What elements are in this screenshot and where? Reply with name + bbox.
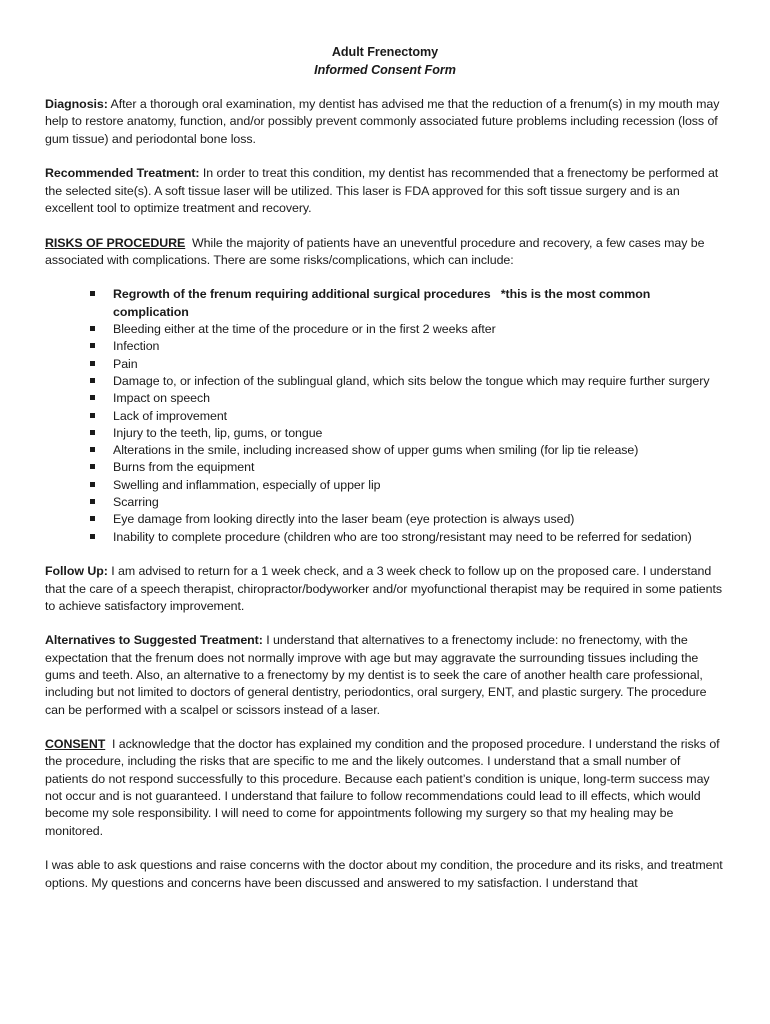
square-bullet-icon: [90, 516, 95, 521]
risk-item: Scarring: [113, 494, 725, 511]
square-bullet-icon: [90, 447, 95, 452]
follow-up-text: I am advised to return for a 1 week check, and a 3 week check to follow up on the proposed care. I understand that the care of a speech therapist, chiropractor/bodyworker and/or myofunctional therapist may be required in some patients to achieve satisfactory improvement.: [45, 564, 723, 613]
risk-item: Impact on speech: [113, 390, 725, 407]
risk-item: Burns from the equipment: [113, 459, 725, 476]
risks-paragraph: [45, 235, 725, 270]
questions-text: I was able to ask questions and raise concerns with the doctor about my condition, the procedure and its risks, and treatment options. My questions and concerns have been discussed and answered to my satisfaction. I understand that: [45, 858, 723, 890]
risk-item: Infection: [113, 338, 725, 355]
questions-paragraph: [45, 857, 725, 892]
square-bullet-icon: [90, 291, 95, 296]
diagnosis-paragraph: [45, 96, 725, 148]
document-header: [45, 44, 725, 79]
square-bullet-icon: [90, 326, 95, 331]
follow-up-paragraph: [45, 563, 725, 615]
diagnosis-label: Diagnosis:: [45, 97, 108, 112]
recommended-treatment-label: Recommended Treatment:: [45, 166, 200, 181]
diagnosis-text: After a thorough oral examination, my dentist has advised me that the reduction of a frenum(s) in my mouth may help to restore anatomy, function, and/or possibly prevent commonly associated future problems including recession (loss of gum tissue) and periodontal bone loss.: [45, 97, 720, 146]
risk-item: Inability to complete procedure (children who are too strong/resistant may need to be referred for sedation): [113, 529, 725, 546]
risks-list: [45, 286, 725, 545]
consent-text: I acknowledge that the doctor has explained my condition and the proposed procedure. I understand the risks of the procedure, including the risks that are specific to me and the likely outcomes. I understand that a small number of patients do not respond successfully to this procedure. Because each patient’s condition is unique, long-term success may not occur and is not guaranteed. I understand that failure to follow recommendations could lead to ill effects, which would become my sole responsibility. I will need to come for appointments following my surgery so that my healing may be monitored.: [45, 737, 723, 838]
alternatives-paragraph: [45, 632, 725, 718]
document-subtitle: Informed Consent Form: [314, 62, 456, 77]
risk-item: Alterations in the smile, including increased show of upper gums when smiling (for lip tie release): [113, 442, 725, 459]
consent-document: [45, 44, 725, 909]
follow-up-label: Follow Up:: [45, 564, 108, 579]
risk-item: Bleeding either at the time of the procedure or in the first 2 weeks after: [113, 321, 725, 338]
risk-item: Damage to, or infection of the sublingual gland, which sits below the tongue which may require further surgery: [113, 373, 725, 390]
risk-item: Injury to the teeth, lip, gums, or tongue: [113, 425, 725, 442]
square-bullet-icon: [90, 361, 95, 366]
alternatives-label: Alternatives to Suggested Treatment:: [45, 633, 263, 648]
square-bullet-icon: [90, 482, 95, 487]
square-bullet-icon: [90, 430, 95, 435]
square-bullet-icon: [90, 413, 95, 418]
risk-item: Lack of improvement: [113, 408, 725, 425]
risk-item: Regrowth of the frenum requiring additional surgical procedures *this is the most common complication: [113, 286, 725, 321]
square-bullet-icon: [90, 464, 95, 469]
consent-paragraph: [45, 736, 725, 840]
square-bullet-icon: [90, 378, 95, 383]
alternatives-text: I understand that alternatives to a frenectomy include: no frenectomy, with the expectation that the frenum does not normally improve with age but may aggravate the surrounding tissues including the gums and teeth. Also, an alternative to a frenectomy by my dentist is to seek the care of another health care professional, including but not limited to doctors of general dentistry, periodontics, oral surgery, ENT, and plastic surgery. The procedure can be performed with a scalpel or scissors instead of a laser.: [45, 633, 707, 717]
square-bullet-icon: [90, 395, 95, 400]
risk-item: Swelling and inflammation, especially of upper lip: [113, 477, 725, 494]
risks-label: RISKS OF PROCEDURE: [45, 235, 186, 250]
risk-item: Eye damage from looking directly into the laser beam (eye protection is always used): [113, 511, 725, 528]
risk-item: Pain: [113, 356, 725, 373]
square-bullet-icon: [90, 343, 95, 348]
consent-label: CONSENT: [45, 737, 106, 752]
recommended-treatment-paragraph: [45, 165, 725, 217]
document-title: Adult Frenectomy: [331, 45, 439, 59]
risks-text: While the majority of patients have an uneventful procedure and recovery, a few cases may be associated with complications. There are some risks/complications, which can include:: [45, 235, 708, 267]
square-bullet-icon: [90, 499, 95, 504]
square-bullet-icon: [90, 534, 95, 539]
recommended-treatment-text: In order to treat this condition, my dentist has recommended that a frenectomy be performed at the selected site(s). A soft tissue laser will be utilized. This laser is FDA approved for this soft tissue surgery and is an excellent tool to optimize treatment and recovery.: [45, 166, 719, 215]
